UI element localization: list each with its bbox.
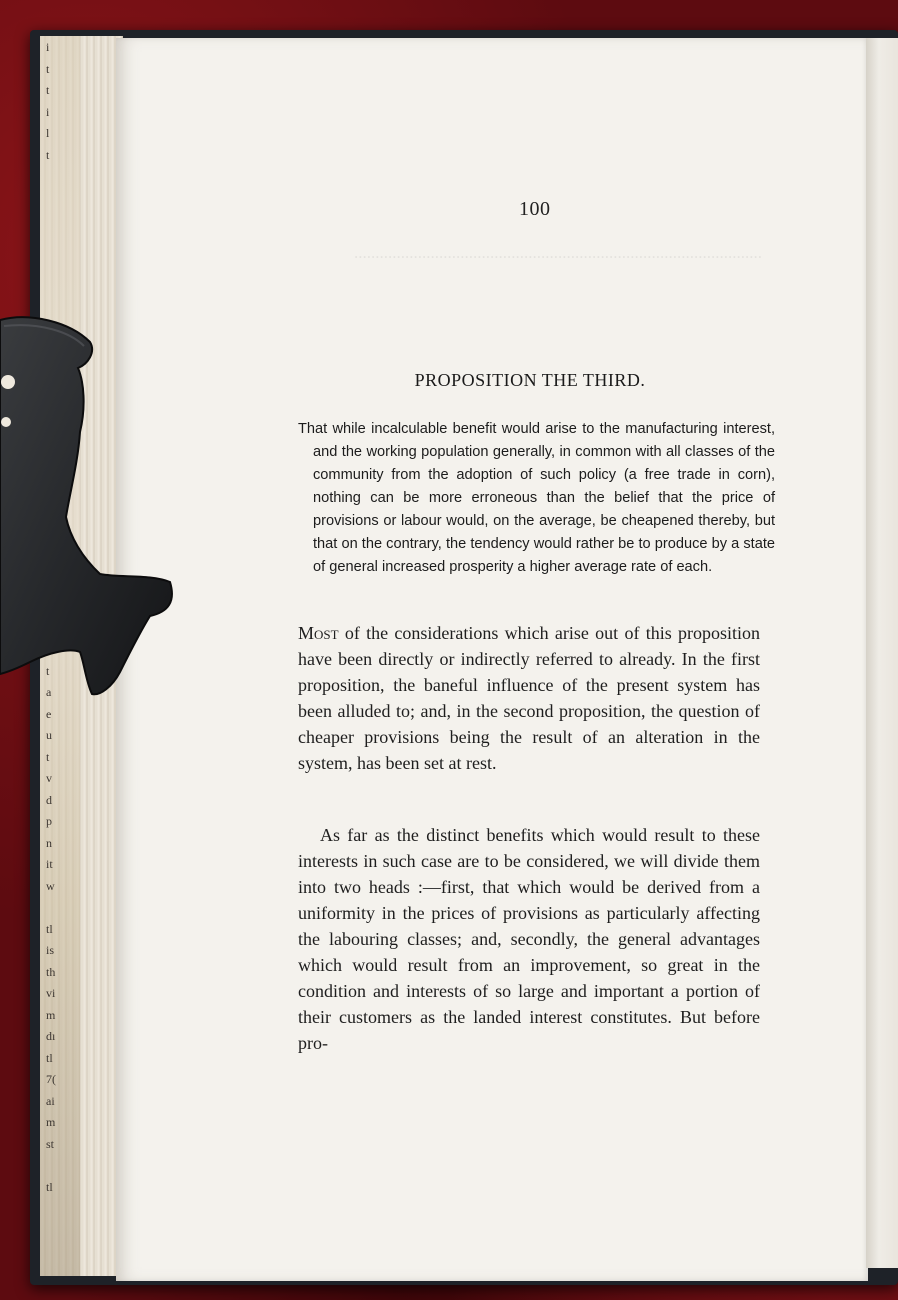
- margin-letter: a: [46, 685, 52, 699]
- margin-letter: is: [46, 943, 55, 957]
- body-paragraph-2: As far as the distinct benefits which would result to these interests in such case are to be considered, we will divide them into two heads :—first, that which would be derived from a uniformity in the prices of provisions as particularly affecting the labouring classes; and, secondly, the general advantages which would result from an improvement, so great in the condition and interests of so large and important a portion of their customers as the landed interest constitutes. But before pro-: [298, 825, 760, 1053]
- margin-letter: [46, 212, 66, 234]
- margin-letter: i: [46, 40, 50, 54]
- margin-letter: t: [46, 61, 50, 76]
- paragraph-1-text: of the considerations which arise out of this proposition have been directly or indirectly referred to already. In the first proposition, the baneful influence of the present system has been alluded to; and, in the second proposition, the question of cheaper provisions being the result of an alteration in the system, has been set at rest.: [298, 623, 760, 773]
- margin-letter: w: [46, 878, 55, 893]
- margin-letter: m: [46, 1007, 56, 1022]
- margin-letter: t: [46, 663, 50, 678]
- bleed-through-text: ................................................................................................: [354, 243, 762, 262]
- margin-letter: [46, 191, 66, 213]
- margin-letter: ai: [46, 1093, 55, 1108]
- margin-letter: th: [46, 964, 56, 979]
- margin-letter: t: [46, 749, 50, 764]
- facing-page-edge: [866, 38, 898, 1268]
- margin-letter: tl: [46, 921, 53, 936]
- margin-letter: d: [46, 792, 52, 807]
- bookmark-clip-icon: [0, 312, 176, 702]
- margin-letter: p: [46, 814, 52, 828]
- margin-letter: [46, 900, 66, 922]
- margin-letter: 7(: [46, 1072, 56, 1086]
- margin-letter: [46, 1158, 66, 1180]
- margin-letter: u: [46, 728, 52, 742]
- page-number: 100: [519, 198, 551, 220]
- paragraph-lead-word: Most: [298, 623, 339, 643]
- margin-letter: vi: [46, 986, 56, 1000]
- margin-letter: [46, 255, 66, 277]
- margin-letter: tl: [46, 1179, 53, 1194]
- margin-letter: e: [46, 706, 52, 721]
- margin-letter: [46, 169, 66, 191]
- margin-letter: dı: [46, 1029, 56, 1043]
- margin-letter: tl: [46, 1050, 53, 1065]
- margin-letter: st: [46, 1136, 55, 1151]
- margin-letter: t: [46, 147, 50, 162]
- margin-letter: [46, 277, 66, 299]
- margin-letter: i: [46, 104, 50, 119]
- margin-letter: l: [46, 126, 50, 140]
- margin-letter: n: [46, 835, 52, 850]
- margin-letter: v: [46, 771, 52, 785]
- margin-letter: t: [46, 83, 50, 97]
- margin-letter: m: [46, 1115, 56, 1129]
- body-paragraph-1: [298, 620, 760, 776]
- proposition-statement: That while incalculable benefit would arise to the manufacturing interest, and the working population generally, in common with all classes of the community from the adoption of such policy (a free trade in corn), nothing can be more erroneous than the belief that the price of provisions or labour would, on the average, be cheapened thereby, but that on the contrary, the tendency would rather be to produce by a state of general increased prosperity a higher average rate of each.: [298, 421, 775, 575]
- margin-letter: [46, 234, 66, 256]
- section-heading: PROPOSITION THE THIRD.: [414, 370, 646, 390]
- margin-letter: it: [46, 857, 53, 871]
